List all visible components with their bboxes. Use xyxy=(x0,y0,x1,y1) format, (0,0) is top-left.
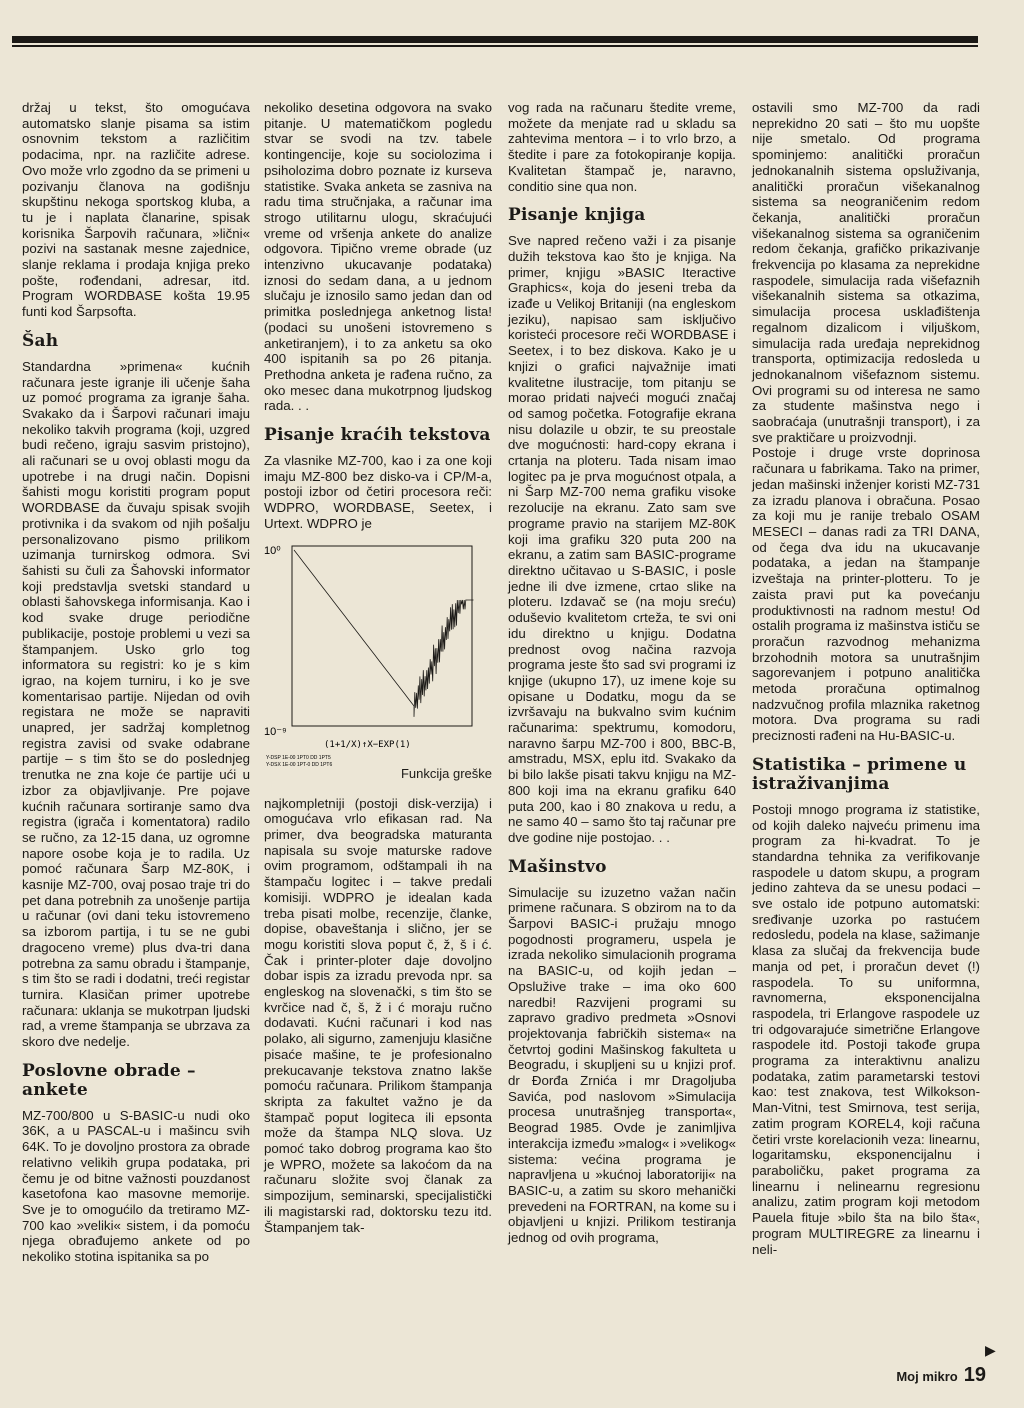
paragraph: MZ-700/800 u S-BASIC-u nudi oko 36K, a u PASCAL-u i mašincu svih 64K. To je dovoljno prostora za obrade relativno velikih grupa podataka, pri čemu je od bitne važnosti pouzdanost kasetofona kao masovne memorije. Sve je to omogućilo da tretiramo MZ-700 kao »veliki« sistem, i da pomoću njega obrađujemo ankete od po nekoliko stotina ispitanika sa po xyxy=(22,1107,250,1265)
column-2 xyxy=(264,100,492,1235)
page-footer xyxy=(896,1364,986,1387)
y-bottom-label: 10⁻⁹ xyxy=(264,725,287,738)
paragraph: ostavili smo MZ-700 da radi neprekidno 20 sati – što mu uopšte nije smetalo. Od programa spominjemo: analitički proračun jednokanalnih sistema opsluživanja, analitički proračun višekanalnog sistema sa neograničenim redom čekanja, analitički proračun višekanalnog sistema sa ograničenim redom čekanja, grafičko prikazivanje frekvencija po klasama za neprekidne raspodele, simulacija rada višefaznih višekanalnih sistema sa otkazima, simulacija procesa usklađištenja regalnom dizalicom i viljuškom, simulacija rada uređaja neprekidnog transporta, optimizacija redosleda u jednokanalnom višefaznom sistemu. Ovi programi su od interesa ne samo za studente mašinstva nego i saobraćaja (unutrašnji transport), i za sve praktičare u proizvodnji. xyxy=(752,100,980,445)
paragraph: Sve napred rečeno važi i za pisanje dužih tekstova kao što je knjiga. Na primer, knjigu »BASIC Iteractive Graphics«, koja do jeseni treba da izađe u Velikoj Britaniji (na engleskom jeziku), napisao sam isključivo koristeći procesore reči WORDBASE i Seetex, i to bez diskova. Kako je u knjizi o grafici najvažnije imati kvalitetne ilustracije, tom pitanju se morao pridati najveći mogući značaj od samog početka. Fotografije ekrana nisu dolazile u obzir, te su preostale dve mogućnosti: hard-copy ekrana i crtanja na ploteru. Tada nisam imao logitec pa je prva mogućnost otpala, a ni Šarp MZ-700 nema grafiku visoke rezolucije na ekranu. Zato sam sve programe pravio na starijem MZ-80K koji ima grafiku 320 puta 200 na ekranu, a zatim sam BASIC-programe direktno učitavao u S-BASIC, i posle jedne ili dve izmene, crtao slike na ploteru. Izdavač se (na moju sreću) oduševio kvalitetom crteža, te svi oni idu direktno u knjigu. Dodatna prednost ovog načina razvoja programa jeste što sad svi programi iz knjige (ukupno 17), uz imene koje su opisane u Dodatku, mogu da se izvršavaju na bukvalno svim kućnim računarima: spektrumu, komodoru, naravno šarpu MZ-700 i 800, BBC-B, amstradu, MSX, eplu itd. Svakako da bi bilo lakše pisati takvu knjigu na MZ-800 koji ima na ekranu grafiku 640 puta 200, kao i 80 znakova u redu, a ne samo 40 – samo što taj računar pre dve godine nije postojao. . . xyxy=(508,233,736,845)
paragraph: Standardna »primena« kućnih računara jeste igranje ili učenje šaha uz pomoć programa za igranje šaha. Svakako da i Šarpovi računari imaju nekoliko takvih programa (koji, uzgred budi rečeno, igraju sasvim pristojno), ali računari se u ovoj oblasti mogu da upotrebe i na drugi način. Dopisni šahisti mogu koristiti program poput WORDBASE da čuvaju spisak svojih protivnika i da svakom od njih pošalju personalizovano pismo prilikom uzimanja turnirskog odmora. Svi šahisti su čuli za Šahovski informator koji predstavlja svetski standard u oblasti šahovskega informisanja. Kao i kod svake druge periodične publikacije, postoje problemi u vezi sa štampanjem. Usko grlo tog informatora su registri: ko je s kim igrao, na kojem turniru, i ko je sve komentarisao partije. Nijedan od ovih registara ne može se napraviti unapred, jer sadržaj kompletnog registra zavisi od svake odabrane partije – s tim što se do poslednjeg trenutka ne zna koje će partije ući u izbor za objavljivanje. Pre pojave kućnih računara sortiranje samo dva registra (igrača i komentatora) radilo se ručno, za 12-15 dana, uz ogromne napore osobe koja je to radila. Uz pomoć računara Šarp MZ-80K, i kasnije MZ-700, ovaj posao traje tri do pet dana potrebnih za unošenje partija u računar (ovi dani teku istovremeno sa izborom partija, i tu se ne gubi dragoceno vreme) plus dva-tri dana potrebna za samu obradu i štampanje, s tim što se radi i dodatni, treći registar turnira. Klasičan primer upotrebe računara: uklanja se mukotrpan ljudski rad, a vreme štampanja se ubrzava za skoro dve nedelje. xyxy=(22,358,250,1050)
section-heading: Statistika – primene u istraživanjima xyxy=(752,754,967,794)
paragraph: najkompletniji (postoji disk-verzija) i omogućava vrlo efikasan rad. Na primer, dva beogradska maturanta napisala su svoje maturske radove ovim programom, odštampali ih na štampaču logitec i – takve predali komisiji. WDPRO je idealan kada treba pisati molbe, recenzije, članke, dopise, obaveštanja i slično, jer se mogu koristiti slova poput č, ž, š i ć. Čak i printer-ploter daje dovoljno dobar ispis za izradu prevoda npr. sa engleskog na slovenački, s tim što se kvrčice nad č, š, ž i ć moraju ručno dodavati. Kućni računari i kod nas polako, ali sigurno, zamenjuju klasične pisaće mašine, te je profesionalno prekucavanje tekstova znatno lakše pomoću računara. Prilikom štampanja skripta za fakultet važno je da štampač poput logiteca ili epsonta može da štampa NLQ slova. Uz pomoć tako dobrog programa kao što je WPRO, možete sa lakoćom da na računaru složite svoj članak za simpozijum, seminarski, specijalistički ili magistarski rad, doktorsku tezu itd. Štampanjem tak- xyxy=(264,795,492,1235)
section-heading: Poslovne obrade – ankete xyxy=(22,1060,196,1100)
paragraph: Postoji mnogo programa iz statistike, od kojih daleko najveću primenu ima program za hi-kvadrat. To je standardna tehnika za verifikovanje raspodele u datom skupu, a program jedino zahteva da se unesu podaci – sve ostalo ide potpuno automatski: sređivanje uzorka po rastućem redosledu, podela na klase, sažimanje klasa za slučaj da frekvencija bude manja od pet, i proračun devet (!) raspodela. To su uniformna, ravnomerna, eksponencijalna raspodela, tri Erlangove raspodele uz tri odgovarajuće simetrične Erlangove raspodele itd. Postoji takođe grupa programa za interaktivnu analizu podataka, zatim parametarski testovi kao: test znakova, test Wilkokson-Man-Vitni, test Smirnova, test serija, zatim program KOREL4, koji računa četiri vrste korelacionih veza: linearnu, logaritamsku, eksponencijalnu i paraboličku, paket programa za linearnu i nelinearnu regresionu analizu, zatim program koji metodom Pauela fituje »bilo šta na bilo šta«, program MULTIREGRE za linearnu i neli- xyxy=(752,801,980,1257)
formula-label: (1+1/X)↑X−EXP(1) xyxy=(324,739,411,750)
continue-arrow-icon: ▶ xyxy=(985,1342,996,1358)
paragraph: nekoliko desetina odgovora na svako pitanje. U matematičkom pogledu stvar se svodi na tzv. tabele kontingencije, koje su sociolozima i psiholozima dobro poznate iz kurseva statistike. Svaka anketa se zasniva na radu tima stručnjaka, a računar ima strogo utilitarnu ulogu, skraćujući vreme od vršenja ankete do analize odgovora. Tipično vreme obrade (uz intenzivno ukucavanje podataka) iznosi do sedam dana, a u jednom slučaju je iznosilo samo jedan dan od primitka poslednjega anketnog lista! (podaci su unošeni istovremeno s anketiranjem), i to za anketu sa oko 400 ispitanih sa po 26 pitanja. Prethodna anketa je rađena ručno, za oko mesec dana mukotrpnog ljudskog rada. . . xyxy=(264,100,492,414)
figure-caption: Funkcija greške xyxy=(400,765,492,781)
error-curve xyxy=(294,550,474,717)
section-heading: Pisanje knjiga xyxy=(508,205,646,226)
paragraph: držaj u tekst, što omogućava automatsko slanje pisama sa istim osnovnim tekstom a različitim podacima, npr. na različite adrese. Ovo može vrlo zgodno da se primeni u pozivanju članova na godišnju skupštinu nekoga sportskog kluba, a tu je i naplata članarine, spisak korisnika Šarpovih računara, »lični« pozivi na sastanak mesne zajednice, slanje reklama i prodaja knjiga preko pošte, rođendani, adresar, itd. Program WORDBASE košta 19.95 funti kod Šarpsofta. xyxy=(22,100,250,320)
paragraph: Postoje i druge vrste doprinosa računara u fabrikama. Tako na primer, jedan mašinski inženjer koristi MZ-731 za izradu planova i obračuna. Posao za koji mu je ranije trebalo OSAM MESECI – danas radi za TRI DANA, od čega dva idu na ukucavanje podataka, a jedan na štampanje izveštaja na printer-plotteru. To je zaista pravi put ka povećanju produktivnosti na radnom mestu! Od ostalih programa iz mašinstva ističu se proračun razvodnog mehanizma brzohodnih motora sa unutrašnjim sagorevanjem i potpuno analitička metoda proračuna optimalnog nadzvučnog profila mlaznika raketnog motora. Dva programa su radi preciznosti rađeni na Hu-BASIC-u. xyxy=(752,445,980,744)
y-top-label: 10⁰ xyxy=(264,544,281,557)
column-4 xyxy=(752,100,980,1257)
magazine-name: Moj mikro xyxy=(896,1369,958,1384)
top-rule-thin xyxy=(12,45,978,47)
error-function-figure xyxy=(264,540,492,790)
page-number: 19 xyxy=(963,1364,986,1386)
section-heading: Pisanje kraćih tekstova xyxy=(264,425,491,446)
error-function-plot xyxy=(264,540,492,790)
paragraph: vog rada na računaru štedite vreme, možete da menjate rad u skladu sa zahtevima mentora – i to vrlo brzo, a štedite i pare za fotokopiranje kopija. Kvalitetan štampač je, naravno, conditio sine qua non. xyxy=(508,100,736,194)
section-heading: Mašinstvo xyxy=(508,856,607,877)
column-3 xyxy=(508,100,736,1246)
plot-note: Y-DSP 1E-00 1PT0 DD 1PT5 xyxy=(266,754,331,761)
paragraph: Za vlasnike MZ-700, kao i za one koji imaju MZ-800 bez disko-va i CP/M-a, postoji izbor od četiri procesora reči: WDPRO, WORDBASE, Seetex, i Urtext. WDPRO je xyxy=(264,453,492,531)
top-rule-thick xyxy=(12,36,978,43)
section-heading: Šah xyxy=(22,330,59,351)
column-1 xyxy=(22,100,250,1265)
paragraph: Simulacije su izuzetno važan način primene računara. S obzirom na to da Šarpovi BASIC-i pružaju mnogo pogodnosti programeru, uspela je izrada nekoliko simulacionih programa na BASIC-u, od kojih jedan – Opslužive trake – ima oko 600 naredbi! Razvijeni programi su zapravo gradivo predmeta »Osnovi projektovanja fabričkih sistema« na četvrtoj godini Mašinskog fakulteta u Beogradu, i skupljeni su u knjizi prof. dr Đorđa Zrnića i mr Dragoljuba Savića, pod naslovom »Simulacija procesa unutrašnjeg transporta«, Beograd 1985. Ovde je zanimljiva interakcija između »malog« i »velikog« sistema: većina programa je napravljena u »kućnoj laboratoriji« na BASIC-u, a zatim su skoro mehanički prevedeni na FORTRAN, na kome su i objavljeni u knjizi. Prilikom testiranja jednog od ovih programa, xyxy=(508,884,736,1246)
plot-note: Y-DSX 1E-00 1PT-0 DD 1PT6 xyxy=(266,761,333,768)
